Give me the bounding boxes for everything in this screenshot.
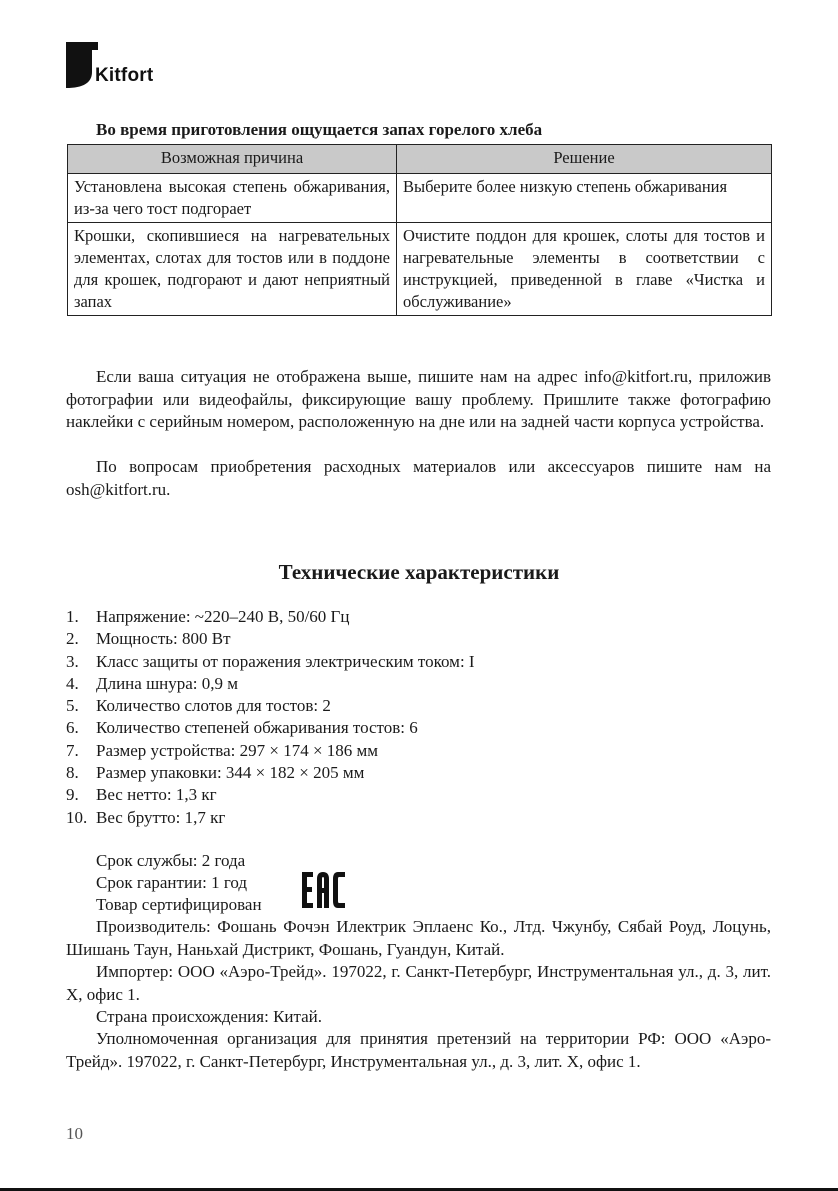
- spec-text: Класс защиты от поражения электрическим током: I: [96, 651, 475, 671]
- eac-mark-icon: [300, 870, 348, 910]
- list-item: [66, 717, 475, 739]
- spec-number: 4.: [66, 673, 79, 693]
- service-life: Срок службы: 2 года: [96, 851, 246, 870]
- spec-text: Вес нетто: 1,3 кг: [96, 785, 217, 805]
- spec-text: Размер упаковки: 344 × 182 × 205 мм: [96, 763, 365, 783]
- certification-note: Товар сертифицирован: [96, 895, 262, 914]
- table-row: [68, 174, 772, 223]
- spec-text: Напряжение: ~220–240 В, 50/60 Гц: [96, 607, 350, 626]
- spec-text: Длина шнура: 0,9 м: [96, 673, 239, 693]
- spec-number: 2.: [66, 629, 79, 649]
- spec-number: 6.: [66, 718, 79, 738]
- list-item: [66, 784, 475, 806]
- tech-specs-title: Технические характеристики: [278, 560, 560, 584]
- spec-text: Количество слотов для тостов: 2: [96, 696, 331, 716]
- troubleshooting-table: [67, 144, 772, 316]
- authorized-organization: Уполномоченная организация для принятия претензий на территории РФ: ООО «Аэро-Трейд». 197022, г. Санкт-Петербург, Инструментальная ул., д. 3, лит. Х, офис 1.: [66, 1029, 771, 1071]
- solution-cell: Выберите более низкую степень обжаривания: [397, 174, 772, 223]
- list-item: [66, 695, 475, 717]
- cause-cell: Крошки, скопившиеся на нагревательных элементах, слотах для тостов или в поддоне для крошек, подгорают и дают неприятный запах: [68, 223, 397, 316]
- accessories-paragraph: По вопросам приобретения расходных материалов или аксессуаров пишите нам на osh@kitfort.ru.: [66, 457, 771, 499]
- list-item: [66, 740, 475, 762]
- spec-text: Вес брутто: 1,7 кг: [96, 807, 226, 827]
- spec-number: 8.: [66, 763, 79, 783]
- country-of-origin: Страна происхождения: Китай.: [96, 1007, 323, 1026]
- spec-number: 9.: [66, 785, 79, 805]
- table-row: [68, 223, 772, 316]
- column-header-cause: Возможная причина: [68, 145, 397, 174]
- list-item: [66, 651, 475, 673]
- list-item: [66, 628, 475, 650]
- page-number: 10: [66, 1124, 83, 1143]
- column-header-solution: Решение: [397, 145, 772, 174]
- spec-text: Размер устройства: 297 × 174 × 186 мм: [96, 740, 379, 760]
- cause-cell: Установлена высокая степень обжаривания, из-за чего тост подгорает: [68, 174, 397, 223]
- list-item: [66, 673, 475, 695]
- spec-number: 1.: [66, 607, 79, 626]
- contact-paragraph: Если ваша ситуация не отображена выше, пишите нам на адрес info@kitfort.ru, приложив фотографии или видеофайлы, фиксирующие вашу проблему. Пришлите также фотографию наклейки с серийным номером, расположенную на дне или на задней части корпуса устройства.: [66, 367, 771, 431]
- troubleshooting-heading: Во время приготовления ощущается запах горелого хлеба: [96, 120, 543, 139]
- table-header-row: [68, 145, 772, 174]
- warranty-period: Срок гарантии: 1 год: [96, 873, 248, 892]
- specs-list: [66, 606, 475, 829]
- spec-number: 5.: [66, 696, 79, 716]
- kitfort-logo: [66, 42, 206, 92]
- brand-name: Kitfort: [95, 65, 154, 86]
- spec-number: 3.: [66, 651, 79, 671]
- solution-cell: Очистите поддон для крошек, слоты для тостов и нагревательные элементы в соответствии с инструкцией, приведенной в главе «Чистка и обслуживание»: [397, 223, 772, 316]
- spec-text: Мощность: 800 Вт: [96, 629, 231, 649]
- list-item: [66, 762, 475, 784]
- importer-info: Импортер: ООО «Аэро-Трейд». 197022, г. Санкт-Петербург, Инструментальная ул., д. 3, лит. Х, офис 1.: [66, 962, 771, 1004]
- spec-number: 7.: [66, 740, 79, 760]
- manufacturer-info: Производитель: Фошань Фочэн Илектрик Эплаенс Ко., Лтд. Чжунбу, Сябай Роуд, Лоцунь, Шишань Таун, Наньхай Дистрикт, Фошань, Гуандун, Китай.: [66, 917, 771, 959]
- spec-number: 10.: [66, 807, 88, 827]
- list-item: [66, 606, 475, 628]
- spec-text: Количество степеней обжаривания тостов: 6: [96, 718, 418, 738]
- list-item: [66, 807, 475, 829]
